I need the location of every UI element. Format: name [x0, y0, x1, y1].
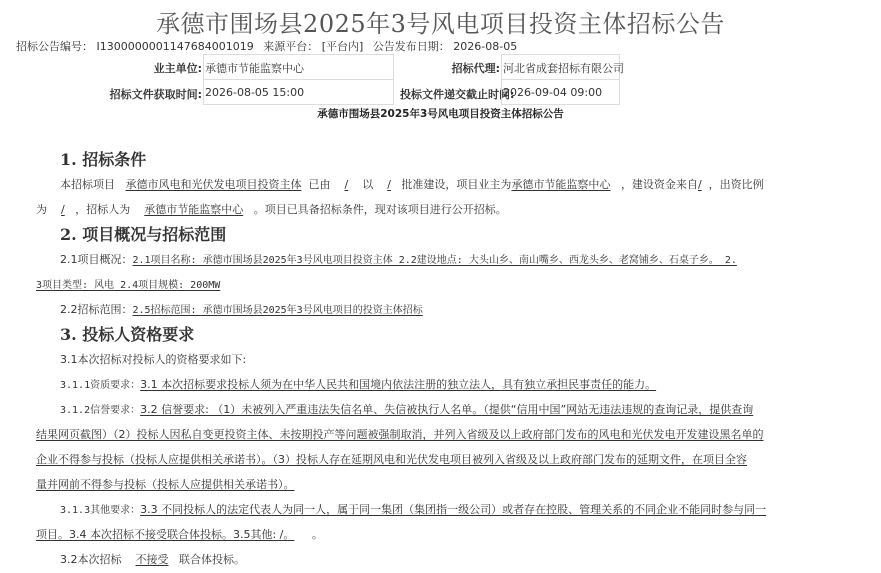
- text: 联合体投标。: [179, 553, 245, 566]
- text: 3.1.2信誉要求：: [60, 405, 141, 416]
- text: 。项目已具备招标条件，现对该项目进行公开招标。: [253, 203, 507, 216]
- qualification-req: 3.1 本次招标要求投标人须为在中华人民共和国境内依法注册的独立法人，具有独立承担民事责任的能力。: [140, 378, 657, 391]
- agent-cell: [501, 54, 624, 80]
- text: 2.1项目概况：: [60, 253, 133, 266]
- source-platform: 来源平台： [平台内]: [263, 40, 364, 53]
- deadline-label: 投标文件递交截止时间:: [400, 88, 515, 101]
- section-3-line-7: [60, 501, 766, 517]
- text: 3.2本次招标: [60, 553, 122, 566]
- text: 以: [362, 178, 374, 191]
- doc-time-value: 2026-08-05 15:00: [205, 86, 305, 99]
- text: 批准建设，项目业主为: [401, 178, 512, 191]
- section-3-line-3: [60, 401, 753, 417]
- publish-date: 公告发布日期： 2026-08-05: [372, 40, 518, 53]
- text: ，出资比例: [708, 178, 764, 191]
- section-1-heading: 1. 招标条件: [60, 150, 147, 169]
- credit-req: 3.2 信誉要求: （1）未被列入严重违法失信名单、失信被执行人名单。（提供“信用中国”网站无违法违规的查询记录，提供查询: [140, 403, 754, 416]
- deadline-value: 2026-09-04 09:00: [503, 86, 603, 99]
- doc-time-label: 招标文件获取时间:: [109, 88, 202, 101]
- notice-number: 招标公告编号： I13000000011476840010​19: [16, 40, 254, 53]
- tenderer: 承德市节能监察中心: [144, 203, 244, 216]
- text: ，建设资金来自: [620, 178, 698, 191]
- fund-ratio: /: [61, 203, 65, 216]
- section-3-line-2: [60, 376, 674, 392]
- project-owner: 承德市节能监察中心: [511, 178, 611, 191]
- section-2-heading: 2. 项目概况与招标范围: [60, 225, 227, 244]
- approval-doc: /: [387, 178, 391, 191]
- text: 3.1.3其他要求：: [60, 505, 141, 516]
- text: 3.1.1资质要求：: [60, 380, 141, 391]
- other-req-cont: 项目。3.4 本次招标不接受联合体投标。3.5其他: /。: [36, 528, 295, 541]
- text: 为: [36, 203, 47, 216]
- section-1-line-1: [60, 176, 764, 192]
- owner-value: 承德市节能监察中心: [205, 62, 304, 75]
- notice-meta: [16, 38, 523, 54]
- owner-label: 业主单位:: [153, 62, 202, 75]
- agent-label: 招标代理:: [451, 62, 500, 75]
- section-3-line-9: [60, 551, 245, 567]
- agent-value: 河北省成套招标有限公司: [503, 62, 624, 75]
- fund-source: /: [697, 178, 702, 191]
- project-overview: 2.1项目名称: 承德市围场县2025年3号风电项目投资主体 2.2建设地点: 大头山乡、南山嘴乡、西龙头乡、老窝铺乡、石桌子乡。 2.: [132, 255, 737, 266]
- project-name: 承德市风电和光伏发电项目投资主体: [125, 178, 302, 191]
- section-1-line-2: [36, 201, 507, 217]
- approval-authority: /: [344, 178, 349, 191]
- notice-subtitle: 承德市围场县2025年3号风电项目投资主体招标公告: [317, 108, 564, 120]
- text: 2.2招标范围：: [60, 303, 133, 316]
- joint-bid-status: 不接受: [135, 553, 169, 566]
- doc-time-cell: [203, 79, 394, 105]
- deadline-cell: [501, 79, 620, 105]
- text: 本招标项目: [60, 178, 115, 191]
- section-3-line-4: 结果网页截图）（2）投标人因私自变更投资主体、未按期投产等问题被强制取消，并列入省级及以上政府部门发布的风电和光伏发电开发建设黑名单的: [36, 428, 764, 441]
- text: 已由: [308, 178, 331, 191]
- section-2-line-1: [60, 251, 737, 267]
- page-title: 承德市围场县2025年3号风电项目投资主体招标公告: [156, 10, 725, 38]
- section-3-line-6: 量并网前不得参与投标（投标人应提供相关承诺书）。: [36, 478, 295, 491]
- section-3-line-5: 企业不得参与投标（投标人应提供相关承诺书）。（3）投标人存在延期风电和光伏发电项目被列入省级及以上政府部门发布的延期文件，在项目全容: [36, 453, 747, 466]
- text: ，招标人为: [75, 203, 131, 216]
- section-3-line-8: [36, 526, 323, 542]
- tender-scope: 2.5招标范围: 承德市围场县2025年3号风电项目的投资主体招标: [132, 305, 423, 316]
- owner-cell: [203, 54, 394, 80]
- section-3-line-1: 3.1本次招标对投标人的资格要求如下:: [60, 353, 247, 366]
- section-3-heading: 3. 投标人资格要求: [60, 325, 195, 344]
- other-req: 3.3 不同投标人的法定代表人为同一人，属于同一集团（集团指一级公司）或者存在控股、管理关系的不同企业不能同时参与同一: [140, 503, 767, 516]
- section-2-line-2: 3项目类型: 风电 2.4项目规模: 200MW: [36, 280, 221, 291]
- text: 。: [311, 528, 323, 541]
- section-2-line-3: [60, 301, 423, 317]
